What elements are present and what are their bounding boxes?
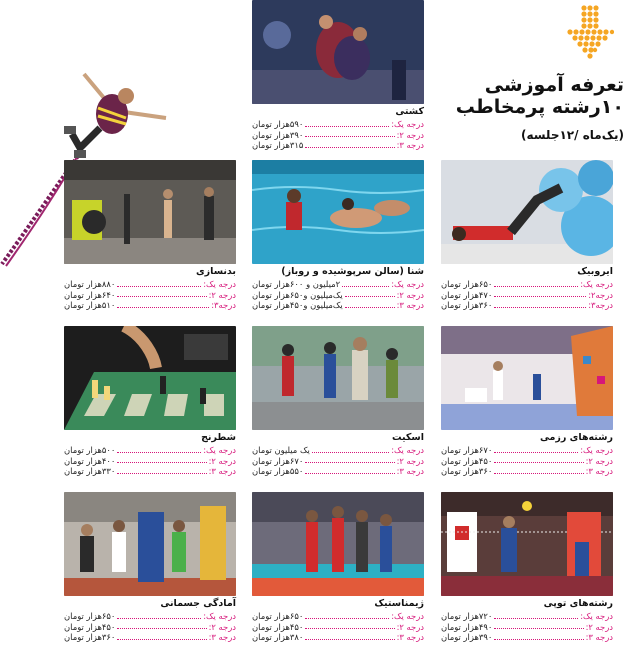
wrestling-photo <box>252 0 424 104</box>
down-arrow-dots-icon <box>566 4 614 64</box>
ball-sports-photo <box>441 492 613 596</box>
price-row: درجه ۲: ۴۵۰هزار تومان <box>64 621 236 632</box>
price-row: درجه۳: ۳۶۰هزار تومان <box>441 300 613 311</box>
header <box>438 4 624 154</box>
price-row: درجه۲: ۴۷۰هزار تومان <box>441 289 613 300</box>
price-row: درجه ۲: ۶۷۰هزار تومان <box>252 455 424 466</box>
title-line-1: تعرفه آموزشی <box>484 74 624 96</box>
sport-card-chess <box>64 326 236 477</box>
price-list <box>441 279 613 311</box>
price-row: درجه یک: ۸۸۰هزار تومان <box>64 279 236 289</box>
sport-card-fitness <box>64 492 236 643</box>
price-row: درجه ۳: ۳۹۰هزار تومان <box>441 632 613 643</box>
price-row: درجه ۲: ۳۹۰هزار تومان <box>252 129 424 140</box>
price-row: درجه ۳: ۳۱۵هزار تومان <box>252 140 424 151</box>
martial-arts-photo <box>441 326 613 430</box>
price-row: درجه یک: ۵۹۰هزار تومان <box>252 119 424 129</box>
price-row: درجه یک: ۶۵۰هزار تومان <box>252 611 424 621</box>
sport-title: شنا (سالن سرپوشیده و روباز) <box>281 266 424 277</box>
sport-title: ژیمناستیک <box>374 598 424 609</box>
price-row: درجه ۳: یک‌میلیون و۴۵۰هزار تومان <box>252 300 424 311</box>
price-row: درجه ۳: ۳۳۰هزار تومان <box>64 466 236 477</box>
price-row: درجه یک: ۵۰۰هزار تومان <box>64 445 236 455</box>
price-list <box>64 445 236 477</box>
price-row: درجه۳: ۵۱۰هزار تومان <box>64 300 236 311</box>
sport-card-swimming <box>252 160 424 311</box>
price-row: درجه ۲: ۴۹۰هزار تومان <box>441 621 613 632</box>
sport-title: رشته‌های رزمی <box>539 432 613 443</box>
sport-card-martial-arts <box>441 326 613 477</box>
price-row: درجه ۳: ۳۶۰هزار تومان <box>64 632 236 643</box>
sport-title: بدنسازی <box>195 266 236 277</box>
aerobics-photo <box>441 160 613 264</box>
price-row: درجه ۳: ۳۸۰هزار تومان <box>252 632 424 643</box>
price-row: درجه ۲: ۴۰۰هزار تومان <box>64 455 236 466</box>
gymnastics-photo <box>252 492 424 596</box>
bodybuilding-photo <box>64 160 236 264</box>
price-row: درجه ۲: ۴۵۰هزار تومان <box>252 621 424 632</box>
price-row: درجه یک: ۶۵۰هزار تومان <box>441 279 613 289</box>
price-list <box>252 119 424 151</box>
sport-title: کشتی <box>395 106 424 117</box>
page-subtitle: (یک‌ماه /۱۲جلسه) <box>520 128 624 142</box>
sport-title: شطرنج <box>201 432 236 443</box>
price-list <box>441 445 613 477</box>
page-title <box>438 74 624 118</box>
price-list <box>64 611 236 643</box>
price-list <box>252 445 424 477</box>
price-row: درجه ۳: ۳۶۰هزار تومان <box>441 466 613 477</box>
sport-card-gymnastics <box>252 492 424 643</box>
price-list <box>252 279 424 311</box>
price-row: درجه ۲: ۴۵۰هزار تومان <box>441 455 613 466</box>
price-row: درجه ۲: یک‌میلیون و۶۵۰هزار تومان <box>252 289 424 300</box>
price-row: درجه ۲: ۶۴۰هزار تومان <box>64 289 236 300</box>
chess-photo <box>64 326 236 430</box>
sport-card-skating <box>252 326 424 477</box>
sport-title: اسکیت <box>391 432 424 443</box>
sport-title: آمادگی جسمانی <box>160 598 236 609</box>
price-list <box>441 611 613 643</box>
title-line-2: ۱۰رشته پرمخاطب <box>455 96 624 118</box>
price-row: درجه یک: ۶۵۰هزار تومان <box>64 611 236 621</box>
swimming-photo <box>252 160 424 264</box>
price-row: درجه یک: ۷۲۰هزار تومان <box>441 611 613 621</box>
sport-title: ایروبیک <box>577 266 613 277</box>
sport-card-aerobics <box>441 160 613 311</box>
price-row: درجه یک: ۶۷۰هزار تومان <box>441 445 613 455</box>
sport-card-bodybuilding <box>64 160 236 311</box>
sport-card-ball-sports <box>441 492 613 643</box>
price-row: درجه یک: یک میلیون تومان <box>252 445 424 455</box>
price-row: درجه یک: ۲میلیون و ۶۰۰هزار تومان <box>252 279 424 289</box>
price-list <box>252 611 424 643</box>
sport-card-wrestling <box>252 0 424 151</box>
price-row: درجه ۳: ۵۵۰هزار تومان <box>252 466 424 477</box>
fitness-photo <box>64 492 236 596</box>
price-list <box>64 279 236 311</box>
sport-title: رشته‌های توپی <box>543 598 613 609</box>
skating-photo <box>252 326 424 430</box>
